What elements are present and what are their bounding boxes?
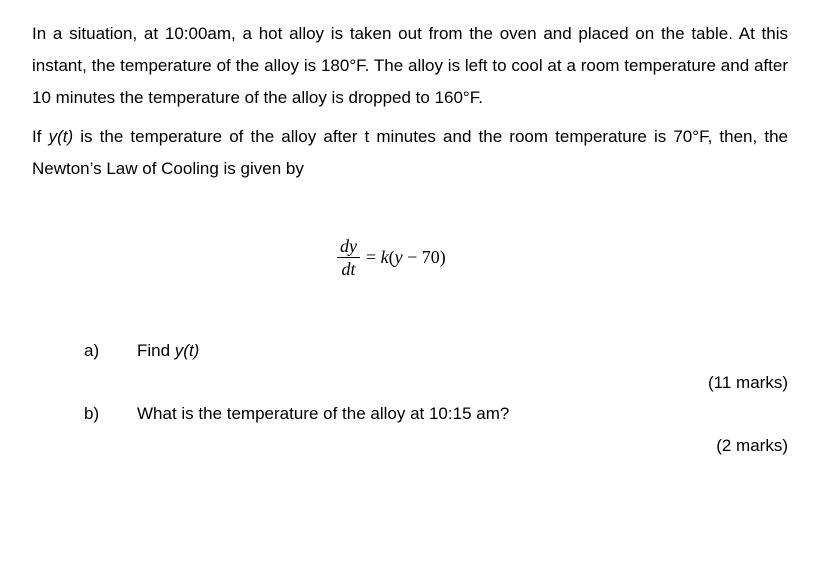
derivative-fraction — [337, 236, 360, 279]
question-a-marks: (11 marks) — [708, 373, 788, 392]
intro-paragraph-1: In a situation, at 10:00am, a hot alloy is taken out from the oven and placed on the table. At this instant, the temperature of the alloy is 180°F. The alloy is left to cool at a room temperature and after 10 minutes the temperature of the alloy is dropped to 160°F. — [32, 24, 788, 107]
equals-sign: = — [366, 247, 381, 267]
question-a-variable: y(t) — [174, 341, 200, 360]
equation-right-side — [366, 247, 446, 268]
question-b-marks: (2 marks) — [716, 436, 788, 455]
intro-paragraph-2 — [32, 121, 788, 185]
newton-cooling-equation — [337, 236, 446, 279]
fraction-numerator: dy — [337, 236, 360, 258]
constant-k: k — [380, 247, 389, 267]
question-a-text — [137, 340, 199, 362]
open-paren: ( — [388, 247, 395, 267]
equation-tail: − 70) — [402, 247, 446, 267]
question-b-text: What is the temperature of the alloy at 10:15 am? — [137, 404, 510, 423]
question-a-label: a) — [84, 341, 100, 360]
question-b-label: b) — [84, 404, 100, 423]
intro-paragraph-2-end: is the temperature of the alloy after t minutes and the room temperature is 70°F, then, the Newton’s Law of Cooling is given by — [32, 127, 788, 178]
variable-y: y — [394, 247, 403, 267]
fraction-denominator: dt — [341, 259, 356, 279]
question-a-text-start: Find — [137, 341, 175, 360]
intro-paragraph-2-start: If — [32, 127, 49, 146]
function-variable: y(t) — [48, 127, 74, 146]
